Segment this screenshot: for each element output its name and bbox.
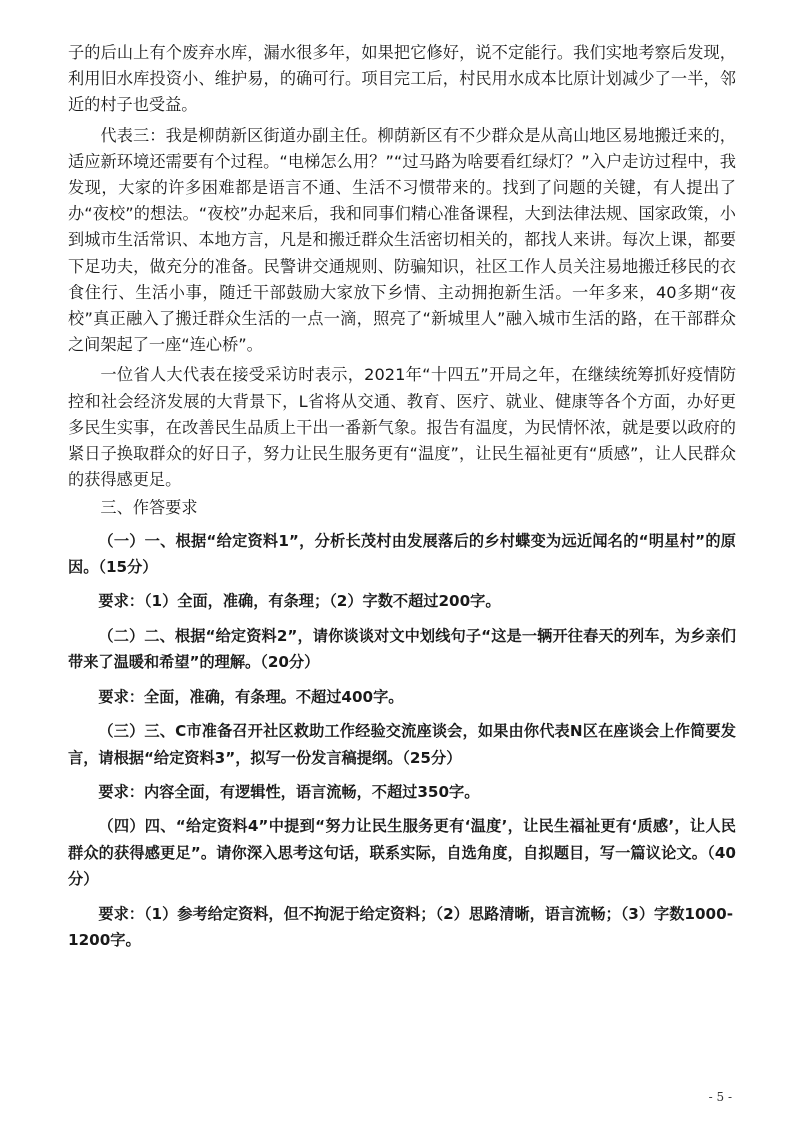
question-2-requirement: 要求：全面，准确，有条理。不超过400字。 bbox=[98, 687, 404, 706]
question-1-text: （一）一、根据“给定资料1”，分析长茂村由发展落后的乡村蝶变为远近闻名的“明星村”的原因。（15分） bbox=[68, 531, 736, 577]
paragraph-continued: 子的后山上有个废弃水库，漏水很多年，如果把它修好，说不定能行。我们实地考察后发现，利用旧水库投资小、维护易，的确可行。项目完工后，村民用水成本比原计划减少了一半，邻近的村子也受益。 bbox=[68, 43, 736, 115]
question-3-requirement: 要求：内容全面，有逻辑性，语言流畅，不超过350字。 bbox=[98, 782, 480, 801]
question-4-text: （四）四、“给定资料4”中提到“努力让民生服务更有‘温度’，让民生福祉更有‘质感’，让人民群众的获得感更足”。请你深入思考这句话，联系实际，自选角度，自拟题目，写一篇议论文。（40分） bbox=[68, 817, 736, 889]
question-1-block bbox=[68, 528, 736, 615]
paragraph-representative-three: 代表三：我是柳荫新区街道办副主任。柳荫新区有不少群众是从高山地区易地搬迁来的，适应新环境还需要有个过程。“电梯怎么用？”“过马路为啥要看红绿灯？”入户走访过程中，我发现，大家的许多困难都是语言不通、生活不习惯带来的。找到了问题的关键，有人提出了办“夜校”的想法。“夜校”办起来后，我和同事们精心准备课程，大到法律法规、国家政策，小到城市生活常识、本地方言，凡是和搬迁群众生活密切相关的，都找人来讲。每次上课，都要下足功夫，做充分的准备。民警讲交通规则、防骗知识，社区工作人员关注易地搬迁移民的衣食住行、生活小事，随迁干部鼓励大家放下乡情、主动拥抱新生活。一年多来，40多期“夜校”真正融入了搬迁群众生活的一点一滴，照亮了“新城里人”融入城市生活的路，在干部群众之间架起了一座“连心桥”。 bbox=[68, 125, 736, 355]
section-heading: 三、作答要求 bbox=[100, 498, 198, 518]
question-2-text: （二）二、根据“给定资料2”，请你谈谈对文中划线句子“这是一辆开往春天的列车，为乡亲们带来了温暖和希望”的理解。（20分） bbox=[68, 626, 736, 672]
question-4-requirement: 要求：（1）参考给定资料，但不拘泥于给定资料；（2）思路清晰，语言流畅；（3）字数1000-1200字。 bbox=[68, 904, 733, 949]
page-number: - 5 - bbox=[708, 1090, 732, 1104]
paragraph-provincial-deputy: 一位省人大代表在接受采访时表示，2021年“十四五”开局之年，在继续统筹抓好疫情防控和社会经济发展的大背景下，L省将从交通、教育、医疗、就业、健康等各个方面，办好更多民生实事，在改善民生品质上干出一番新气象。报告有温度，为民情怀浓，就是要以政府的紧日子换取群众的好日子，努力让民生服务更有“温度”，让民生福祉更有“质感”，让人民群众的获得感更足。 bbox=[68, 365, 736, 490]
question-4-block bbox=[68, 813, 736, 953]
question-3-text: （三）三、C市准备召开社区救助工作经验交流座谈会，如果由你代表N区在座谈会上作简要发言，请根据“给定资料3”，拟写一份发言稿提纲。（25分） bbox=[68, 722, 736, 767]
question-3-block bbox=[68, 718, 736, 805]
document-body bbox=[68, 40, 736, 961]
question-2-block bbox=[68, 623, 736, 710]
question-1-requirement: 要求：（1）全面，准确，有条理；（2）字数不超过200字。 bbox=[98, 592, 501, 611]
